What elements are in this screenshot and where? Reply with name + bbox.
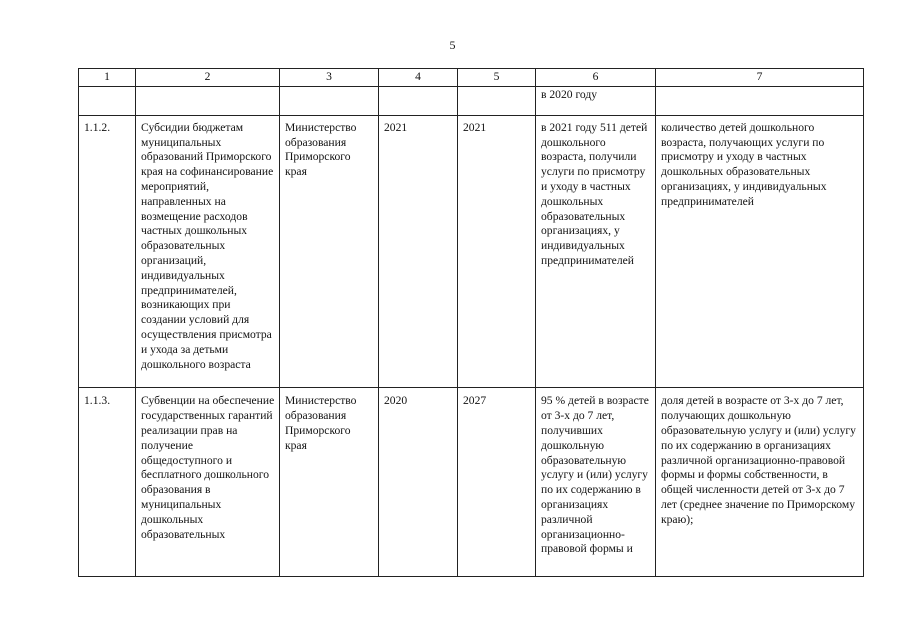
expected-result: в 2021 году 511 детей дошкольного возраста, получили услуги по присмотру и уходу в частных дошкольных образовательных организациях, у индивидуальных предпринимателей — [536, 115, 656, 373]
table-row — [79, 388, 864, 558]
executor: Министерство образования Приморского края — [280, 115, 379, 373]
measure-name: Субвенции на обеспечение государственных гарантий реализации прав на получение общедоступного и бесплатного дошкольного образования в муниципальных дошкольных образовательных — [136, 388, 280, 558]
table-row — [79, 115, 864, 373]
start-year: 2021 — [379, 115, 458, 373]
column-number: 3 — [280, 69, 379, 87]
table-cell — [280, 86, 379, 115]
start-year: 2020 — [379, 388, 458, 558]
end-year: 2021 — [458, 115, 536, 373]
expected-result: 95 % детей в возрасте от 3-х до 7 лет, получивших дошкольную образовательную услугу и (или) услугу по их содержанию в организациях различной организационно-правовой формы и — [536, 388, 656, 558]
row-number: 1.1.2. — [79, 115, 136, 373]
column-number: 4 — [379, 69, 458, 87]
row-number: 1.1.3. — [79, 388, 136, 558]
table-cell — [79, 86, 136, 115]
column-number: 6 — [536, 69, 656, 87]
indicator: доля детей в возрасте от 3-х до 7 лет, получающих дошкольную образовательную услугу и (или) услугу по их содержанию в организациях различной организационно-правовой формы и формы собственности, в общей численности детей от 3-х до 7 лет (среднее значение по Приморскому краю); — [656, 388, 864, 558]
column-number: 2 — [136, 69, 280, 87]
table-cell — [379, 86, 458, 115]
column-number: 1 — [79, 69, 136, 87]
executor: Министерство образования Приморского края — [280, 388, 379, 558]
column-number: 5 — [458, 69, 536, 87]
row-spacer — [79, 373, 864, 388]
indicator: количество детей дошкольного возраста, получающих услуги по присмотру и уходу в частных дошкольных образовательных организациях, у индивидуальных предпринимателей — [656, 115, 864, 373]
column-number: 7 — [656, 69, 864, 87]
end-year: 2027 — [458, 388, 536, 558]
row-spacer — [79, 558, 864, 577]
measures-table — [78, 68, 864, 577]
column-number-row — [79, 69, 864, 87]
continuation-row — [79, 86, 864, 115]
table-cell — [458, 86, 536, 115]
table-cell — [136, 86, 280, 115]
table-cell: в 2020 году — [536, 86, 656, 115]
measure-name: Субсидии бюджетам муниципальных образований Приморского края на софинансирование мероприятий, направленных на возмещение расходов частных дошкольных образовательных организаций, индивидуальных предпринимателей, возникающих при создании условий для осуществления присмотра и ухода за детьми дошкольного возраста — [136, 115, 280, 373]
table-cell — [656, 86, 864, 115]
page-number: 5 — [449, 38, 456, 52]
